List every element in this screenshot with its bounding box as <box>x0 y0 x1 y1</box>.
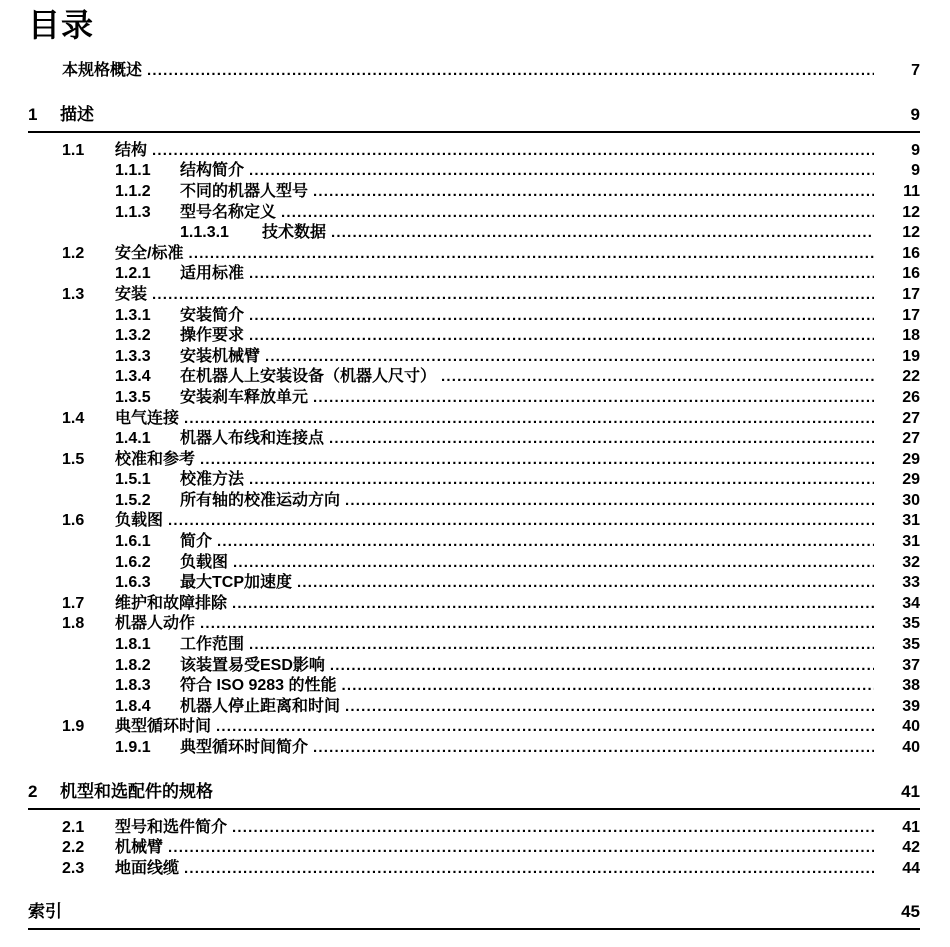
toc-item-row[interactable] <box>62 141 920 162</box>
toc-item-row[interactable] <box>115 470 920 491</box>
toc-entry-page: 38 <box>902 677 920 695</box>
toc-entry-label: 描述 <box>60 104 94 124</box>
toc-entry-label: 操作要求 <box>180 327 245 345</box>
toc-entry-label: 符合 ISO 9283 的性能 <box>180 677 337 695</box>
toc-entry-number: 1.8.2 <box>115 656 151 674</box>
toc-entry-page: 22 <box>902 368 920 386</box>
toc-entry-number: 1.8.1 <box>115 636 151 654</box>
toc-entry-page: 11 <box>903 182 920 200</box>
toc-entry-page: 18 <box>902 327 920 345</box>
dot-leader <box>200 614 874 635</box>
toc-item-row[interactable] <box>62 285 920 306</box>
toc-entry-label: 在机器人上安装设备（机器人尺寸） <box>180 368 437 386</box>
dot-leader <box>216 717 874 738</box>
toc-entry-page: 40 <box>902 739 920 756</box>
toc-entry-page: 30 <box>902 491 920 509</box>
toc-entry-label: 最大TCP加速度 <box>180 574 293 592</box>
toc-entry-number: 1 <box>28 104 38 124</box>
dot-leader <box>249 306 874 327</box>
toc-item-row[interactable] <box>62 838 920 859</box>
toc-item-row[interactable] <box>115 306 920 327</box>
toc-entry-label: 机器人停止距离和时间 <box>180 697 341 715</box>
toc-item-row[interactable] <box>115 429 920 450</box>
toc-entry-number: 1.3.4 <box>115 368 151 386</box>
toc-entry-label: 机械臂 <box>115 839 164 857</box>
dot-leader <box>313 388 874 409</box>
dot-leader <box>188 244 874 265</box>
toc-entry-page: 16 <box>902 244 920 262</box>
toc-item-row[interactable] <box>180 223 920 244</box>
toc-entry-number: 1.6 <box>62 512 85 530</box>
toc-item-row[interactable] <box>62 614 920 635</box>
toc-entry-number: 1.9.1 <box>115 739 151 756</box>
toc-item-row[interactable] <box>115 203 920 224</box>
toc-entry-label: 该装置易受ESD影响 <box>180 656 325 674</box>
toc-entry-page: 42 <box>902 839 920 857</box>
dot-leader <box>232 594 874 615</box>
toc-entry-number: 1.1.1 <box>115 162 151 180</box>
toc-item-row[interactable] <box>115 553 920 574</box>
toc-item-row[interactable] <box>115 388 920 409</box>
dot-leader <box>152 141 874 162</box>
toc-entry-page: 19 <box>902 347 920 365</box>
toc-entry-number: 1.3.2 <box>115 327 151 345</box>
toc-entry-page: 27 <box>902 430 920 448</box>
toc-entry-number: 1.6.1 <box>115 533 151 551</box>
dot-leader <box>297 573 874 594</box>
dot-leader <box>200 450 874 471</box>
toc-entry-page: 40 <box>902 718 920 736</box>
toc-entry-number: 1.1.3 <box>115 203 151 221</box>
toc-entry-label: 结构简介 <box>180 162 245 180</box>
dot-leader <box>281 203 874 224</box>
toc-entry-label: 机器人布线和连接点 <box>180 430 325 448</box>
toc-item-row[interactable] <box>115 367 920 388</box>
toc-entry-number: 1.9 <box>62 718 85 736</box>
toc-item-row[interactable] <box>115 264 920 285</box>
toc-item-row[interactable] <box>115 738 920 759</box>
toc-entry-number: 1.2.1 <box>115 265 151 283</box>
toc-item-row[interactable] <box>115 347 920 368</box>
toc-entry-number: 2 <box>28 781 38 801</box>
dot-leader <box>168 838 874 859</box>
toc-entry-label: 工作范围 <box>180 636 245 654</box>
toc-item-row[interactable] <box>62 594 920 615</box>
toc-item-row[interactable] <box>115 573 920 594</box>
toc-entry-page: 35 <box>902 615 920 633</box>
toc-item-row[interactable] <box>62 244 920 265</box>
toc-item-row[interactable] <box>62 511 920 532</box>
toc-entry-page: 41 <box>901 781 920 801</box>
toc-entry-page: 33 <box>902 574 920 592</box>
toc-entry-number: 1.1.2 <box>115 182 151 200</box>
toc-entry-label: 本规格概述 <box>62 62 143 80</box>
toc-entry-number: 1.8 <box>62 615 85 633</box>
toc-item-row[interactable] <box>115 182 920 203</box>
toc-chapter-row[interactable] <box>28 782 920 810</box>
toc-entry-label: 安装机械臂 <box>180 347 261 365</box>
toc-entry-page: 12 <box>902 224 920 242</box>
dot-leader <box>249 470 874 491</box>
dot-leader <box>313 182 874 203</box>
toc-item-row[interactable] <box>62 61 920 82</box>
toc-list <box>28 61 920 930</box>
toc-entry-page: 37 <box>902 656 920 674</box>
toc-entry-page: 17 <box>902 285 920 303</box>
toc-entry-label: 结构 <box>115 141 148 159</box>
dot-leader <box>249 635 874 656</box>
toc-item-row[interactable] <box>115 656 920 677</box>
dot-leader <box>441 367 874 388</box>
toc-entry-page: 34 <box>902 594 920 612</box>
toc-item-row[interactable] <box>62 717 920 738</box>
toc-entry-page: 26 <box>902 388 920 406</box>
dot-leader <box>184 859 874 880</box>
toc-entry-page: 16 <box>902 265 920 283</box>
toc-entry-label: 安装刹车释放单元 <box>180 388 309 406</box>
toc-entry-number: 1.6.3 <box>115 574 151 592</box>
toc-entry-number: 1.4.1 <box>115 430 151 448</box>
dot-leader <box>313 738 874 759</box>
toc-entry-label: 机型和选配件的规格 <box>60 781 213 801</box>
dot-leader <box>345 491 874 512</box>
toc-item-row[interactable] <box>62 409 920 430</box>
toc-entry-page: 44 <box>902 859 920 877</box>
dot-leader <box>249 161 874 182</box>
toc-entry-number: 1.5.2 <box>115 491 151 509</box>
toc-entry-number: 2.1 <box>62 818 85 836</box>
dot-leader <box>265 347 874 368</box>
toc-entry-number: 1.5.1 <box>115 471 151 489</box>
dot-leader <box>232 818 874 839</box>
toc-entry-label: 机器人动作 <box>115 615 196 633</box>
dot-leader <box>233 553 874 574</box>
toc-entry-page: 29 <box>902 471 920 489</box>
toc-entry-page: 29 <box>902 450 920 468</box>
toc-entry-label: 所有轴的校准运动方向 <box>180 491 341 509</box>
dot-leader <box>330 656 874 677</box>
toc-entry-label: 负载图 <box>115 512 164 530</box>
toc-item-row[interactable] <box>62 818 920 839</box>
toc-entry-label: 型号和选件简介 <box>115 818 228 836</box>
toc-entry-page: 45 <box>901 902 920 922</box>
page-title: 目录 <box>28 7 95 43</box>
toc-item-row[interactable] <box>115 326 920 347</box>
toc-entry-label: 地面线缆 <box>115 859 180 877</box>
toc-entry-page: 31 <box>902 512 920 530</box>
toc-entry-page: 12 <box>902 203 920 221</box>
toc-entry-label: 适用标准 <box>180 265 245 283</box>
toc-entry-page: 41 <box>902 818 920 836</box>
dot-leader <box>249 326 874 347</box>
toc-entry-label: 典型循环时间 <box>115 718 212 736</box>
toc-entry-number: 1.3 <box>62 285 85 303</box>
toc-entry-number: 1.1.3.1 <box>180 224 229 242</box>
toc-entry-page: 35 <box>902 636 920 654</box>
toc-entry-page: 27 <box>902 409 920 427</box>
toc-entry-page: 9 <box>910 104 920 124</box>
toc-entry-label: 技术数据 <box>262 224 327 242</box>
toc-entry-number: 1.3.1 <box>115 306 151 324</box>
toc-entry-number: 1.1 <box>62 141 85 159</box>
toc-entry-label: 简介 <box>180 533 213 551</box>
toc-entry-number: 1.2 <box>62 244 85 262</box>
toc-entry-number: 1.6.2 <box>115 553 151 571</box>
toc-entry-number: 1.7 <box>62 594 85 612</box>
toc-item-row[interactable] <box>115 635 920 656</box>
toc-entry-number: 1.5 <box>62 450 85 468</box>
toc-entry-label: 索引 <box>28 902 62 922</box>
toc-entry-number: 1.8.3 <box>115 677 151 695</box>
toc-item-row[interactable] <box>115 676 920 697</box>
toc-entry-label: 安装 <box>115 285 148 303</box>
toc-entry-label: 不同的机器人型号 <box>180 182 309 200</box>
toc-item-row[interactable] <box>115 532 920 553</box>
toc-chapter-row[interactable] <box>28 902 920 930</box>
dot-leader <box>147 61 874 82</box>
toc-entry-label: 校准方法 <box>180 471 245 489</box>
toc-entry-number: 2.2 <box>62 839 85 857</box>
toc-entry-label: 维护和故障排除 <box>115 594 228 612</box>
toc-entry-label: 负载图 <box>180 553 229 571</box>
dot-leader <box>329 429 874 450</box>
toc-entry-page: 32 <box>902 553 920 571</box>
toc-entry-number: 1.4 <box>62 409 85 427</box>
dot-leader <box>152 285 874 306</box>
toc-entry-number: 1.3.3 <box>115 347 151 365</box>
toc-entry-page: 9 <box>911 141 920 159</box>
toc-entry-page: 9 <box>911 162 920 180</box>
dot-leader <box>217 532 874 553</box>
toc-entry-label: 型号名称定义 <box>180 203 277 221</box>
toc-entry-page: 17 <box>902 306 920 324</box>
toc-entry-number: 1.3.5 <box>115 388 151 406</box>
dot-leader <box>168 511 874 532</box>
toc-entry-label: 典型循环时间简介 <box>180 739 309 756</box>
toc-entry-label: 电气连接 <box>115 409 180 427</box>
dot-leader <box>331 223 874 244</box>
toc-item-row[interactable] <box>115 161 920 182</box>
toc-entry-page: 39 <box>902 697 920 715</box>
toc-item-row[interactable] <box>115 697 920 718</box>
toc-entry-number: 2.3 <box>62 859 85 877</box>
toc-entry-page: 31 <box>902 533 920 551</box>
dot-leader <box>249 264 874 285</box>
toc-entry-label: 校准和参考 <box>115 450 196 468</box>
toc-item-row[interactable] <box>62 450 920 471</box>
dot-leader <box>342 676 875 697</box>
dot-leader <box>345 697 874 718</box>
toc-entry-page: 7 <box>911 62 920 80</box>
toc-item-row[interactable] <box>115 491 920 512</box>
toc-item-row[interactable] <box>62 859 920 880</box>
toc-chapter-row[interactable] <box>28 105 920 133</box>
dot-leader <box>184 409 874 430</box>
toc-entry-label: 安全/标准 <box>115 244 184 262</box>
toc-entry-number: 1.8.4 <box>115 697 151 715</box>
toc-entry-label: 安装简介 <box>180 306 245 324</box>
